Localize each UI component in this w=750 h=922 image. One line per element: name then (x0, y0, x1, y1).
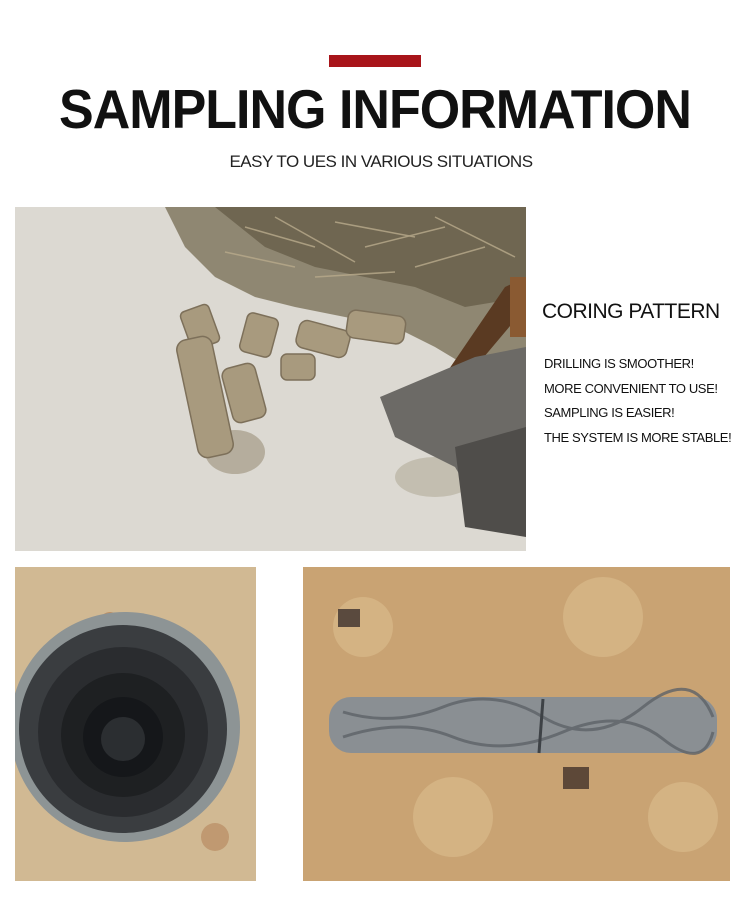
rock-core-photo (303, 567, 730, 881)
page-title: SAMPLING INFORMATION (59, 79, 691, 141)
feature-item: DRILLING IS SMOOTHER! (544, 356, 694, 371)
feature-item: MORE CONVENIENT TO USE! (544, 380, 718, 396)
coring-pattern-title: CORING PATTERN (542, 300, 720, 323)
soil-core-samples-photo (15, 207, 526, 551)
accent-bar (329, 55, 421, 67)
feature-item: THE SYSTEM IS MORE STABLE! (544, 429, 732, 445)
core-hole-photo (15, 567, 256, 881)
page-subtitle: EASY TO UES IN VARIOUS SITUATIONS (229, 152, 533, 171)
feature-list (544, 352, 731, 450)
feature-item: SAMPLING IS EASIER! (544, 405, 675, 420)
